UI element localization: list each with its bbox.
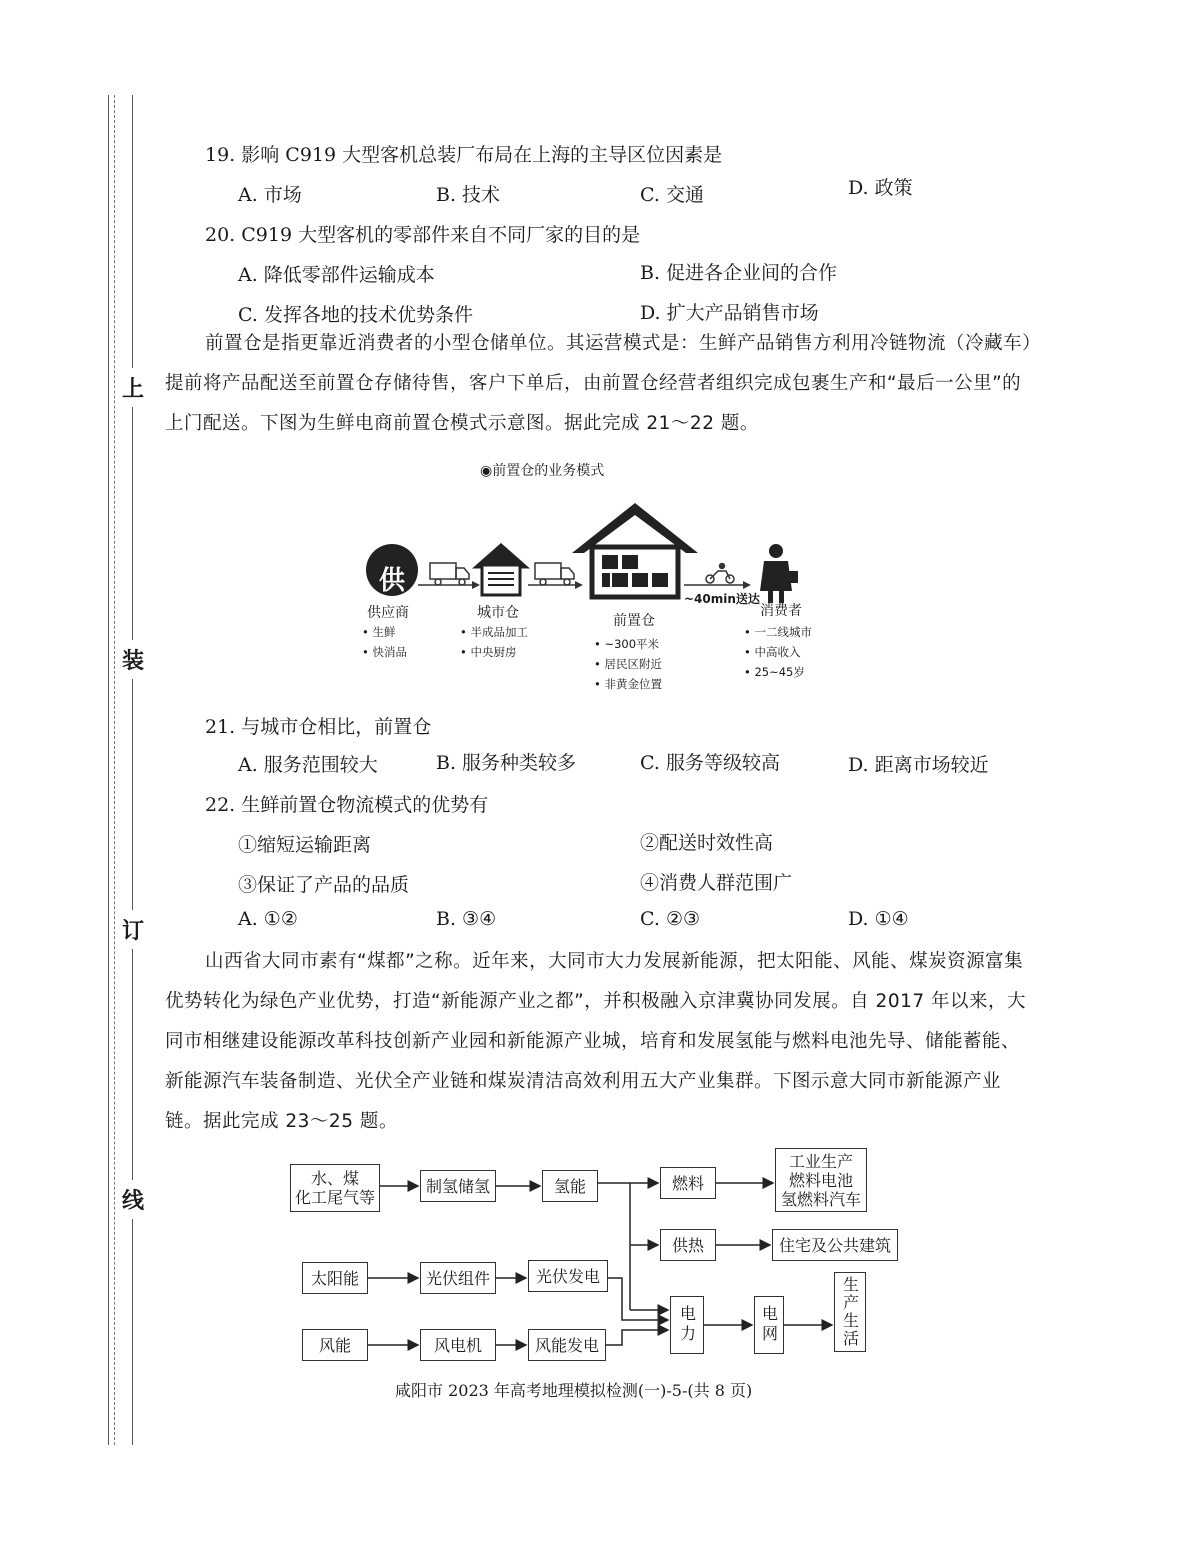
flow-box-water-coal xyxy=(290,1164,380,1212)
question-21-option-a[interactable]: A. 服务范围较大 xyxy=(238,754,378,776)
question-20-option-d[interactable]: D. 扩大产品销售市场 xyxy=(640,302,819,324)
flow-box-grid: 电网 xyxy=(754,1296,784,1354)
question-22-statement-2: ②配送时效性高 xyxy=(640,832,774,854)
question-20-stem: 20. C919 大型客机的零部件来自不同厂家的目的是 xyxy=(205,224,641,246)
flow-box-electricity: 电力 xyxy=(670,1296,704,1354)
supplier-item: • 快消品 xyxy=(362,645,407,659)
question-19-option-d[interactable]: D. 政策 xyxy=(848,177,913,199)
question-22-statement-3: ③保证了产品的品质 xyxy=(238,874,410,896)
flow-box-buildings: 住宅及公共建筑 xyxy=(772,1229,898,1261)
binding-char-xian: 线 xyxy=(118,1180,148,1219)
front-warehouse-item: • 居民区附近 xyxy=(594,657,662,671)
question-22-option-a[interactable]: A. ①② xyxy=(238,908,298,930)
supplier-label: 供应商 xyxy=(367,605,409,621)
supplier-item: • 生鲜 xyxy=(362,625,396,639)
question-22-stem: 22. 生鲜前置仓物流模式的优势有 xyxy=(205,794,489,816)
question-19-option-c[interactable]: C. 交通 xyxy=(640,184,704,206)
city-warehouse-item: • 半成品加工 xyxy=(460,625,528,639)
question-21-option-c[interactable]: C. 服务等级较高 xyxy=(640,752,780,774)
consumer-item: • 25~45岁 xyxy=(744,665,805,679)
flow-box-pv-module: 光伏组件 xyxy=(420,1262,496,1294)
binding-char-ding: 订 xyxy=(118,910,148,949)
question-19-stem: 19. 影响 C919 大型客机总装厂布局在上海的主导区位因素是 xyxy=(205,144,723,166)
fuel-use-cell: 燃料电池 xyxy=(788,1170,853,1190)
question-22-option-c[interactable]: C. ②③ xyxy=(640,908,701,930)
flow-box-heating: 供热 xyxy=(660,1229,716,1261)
flow-box-solar: 太阳能 xyxy=(302,1262,368,1294)
question-22-option-d[interactable]: D. ①④ xyxy=(848,908,909,930)
flow-box-h2-production: 制氢储氢 xyxy=(420,1170,496,1202)
flow-box-fuel: 燃料 xyxy=(660,1167,716,1199)
question-19-option-b[interactable]: B. 技术 xyxy=(436,184,501,206)
question-20-option-a[interactable]: A. 降低零部件运输成本 xyxy=(238,264,435,286)
question-21-stem: 21. 与城市仓相比，前置仓 xyxy=(205,716,432,738)
question-20-option-c[interactable]: C. 发挥各地的技术优势条件 xyxy=(238,304,473,326)
flow-box-water-coal-line2: 化工尾气等 xyxy=(294,1188,375,1207)
flow-box-wind-power: 风能发电 xyxy=(528,1329,606,1361)
question-22-statement-1: ①缩短运输距离 xyxy=(238,834,372,856)
flow-box-fuel-uses xyxy=(775,1148,867,1212)
flow-box-water-coal-line1: 水、煤 xyxy=(310,1169,359,1188)
front-warehouse-item: • ~300平米 xyxy=(594,637,660,651)
flow-box-hydrogen: 氢能 xyxy=(542,1170,598,1202)
fuel-use-industry: 工业生产 xyxy=(788,1151,853,1171)
question-21-option-b[interactable]: B. 服务种类较多 xyxy=(436,752,577,774)
question-19-option-a[interactable]: A. 市场 xyxy=(238,184,302,206)
flow-box-wind-turbine: 风电机 xyxy=(420,1329,496,1361)
consumer-label: 消费者 xyxy=(760,603,802,619)
city-warehouse-item: • 中央厨房 xyxy=(460,645,517,659)
binding-char-zhuang: 装 xyxy=(118,640,148,679)
consumer-item: • 中高收入 xyxy=(744,645,801,659)
question-22-statement-4: ④消费人群范围广 xyxy=(640,872,793,894)
supplier-glyph: 供 xyxy=(379,566,406,596)
front-warehouse-item: • 非黄金位置 xyxy=(594,677,662,691)
question-21-option-d[interactable]: D. 距离市场较近 xyxy=(848,754,989,776)
delivery-time-label: ~40min送达 xyxy=(684,592,760,606)
city-warehouse-label: 城市仓 xyxy=(477,605,519,621)
flow-box-pv-power: 光伏发电 xyxy=(528,1260,608,1292)
front-warehouse-label: 前置仓 xyxy=(613,613,655,629)
figure1-title: ◉前置仓的业务模式 xyxy=(480,463,605,479)
flow-box-wind: 风能 xyxy=(302,1329,368,1361)
flow-box-production-life: 生产生活 xyxy=(834,1272,866,1352)
page-footer: 咸阳市 2023 年高考地理模拟检测(一)-5-(共 8 页) xyxy=(395,1381,753,1400)
fuel-use-car: 氢燃料汽车 xyxy=(780,1189,861,1209)
question-20-option-b[interactable]: B. 促进各企业间的合作 xyxy=(640,262,838,284)
passage-datong: 山西省大同市素有“煤都”之称。近年来，大同市大力发展新能源，把太阳能、风能、煤炭资源富集优势转化为绿色产业优势，打造“新能源产业之都”，并积极融入京津冀协同发展。自 2017 年以来，大同市相继建设能源改革科技创新产业园和新能源产业城，培育和发展氢能与燃料电池先导、储能蓄能、新能源汽车装备制造、光伏全产业链和煤炭清洁高效利用五大产业集群。下图示意大同市新能源产业链。据此完成 23～25 题。 xyxy=(165,951,1027,1132)
binding-char-shang: 上 xyxy=(118,368,148,407)
consumer-item: • 一二线城市 xyxy=(744,625,812,639)
question-22-option-b[interactable]: B. ③④ xyxy=(436,908,497,930)
passage-front-warehouse: 前置仓是指更靠近消费者的小型仓储单位。其运营模式是：生鲜产品销售方利用冷链物流（冷藏车）提前将产品配送至前置仓存储待售，客户下单后，由前置仓经营者组织完成包裹生产和“最后一公里”的上门配送。下图为生鲜电商前置仓模式示意图。据此完成 21～22 题。 xyxy=(165,333,1032,434)
